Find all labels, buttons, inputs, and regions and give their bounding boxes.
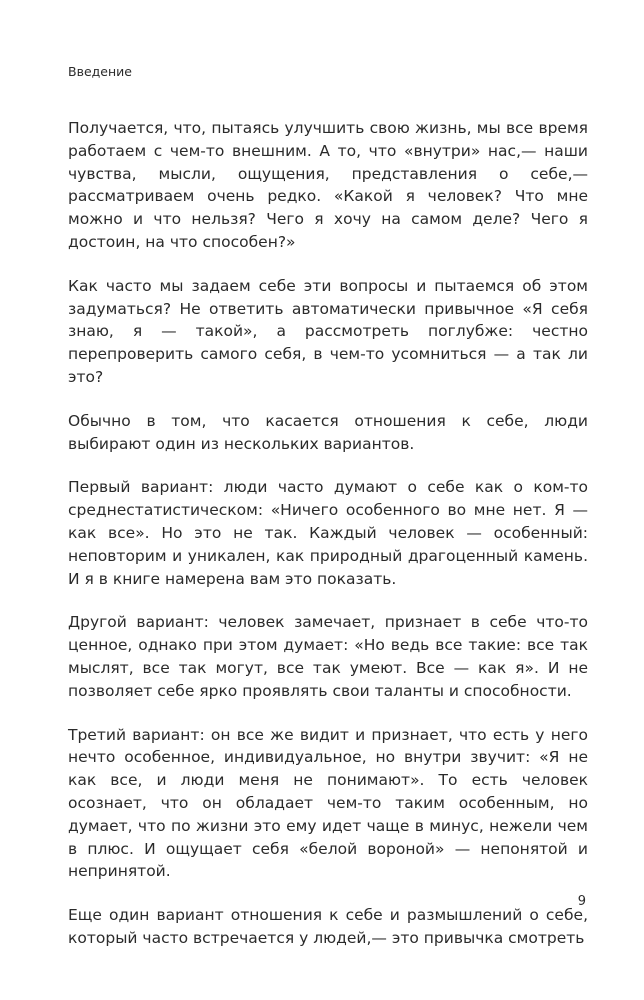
paragraph: Третий вариант: он все же видит и признает, что есть у него нечто особенное, индивидуальное, но внутри звучит: «Я не как все, и люди меня не понимают». То есть человек осознает, что он обладает чем-то таким особенным, но думает, что по жизни это ему идет чаще в минус, нежели чем в плюс. И ощущает себя «белой вороной» — непонятой и непринятой.	[68, 725, 588, 881]
paragraph: Получается, что, пытаясь улучшить свою жизнь, мы все время работаем с чем-то внешним. А то, что «внутри» нас,— наши чувства, мысли, ощущения, представления о себе,— рассматриваем очень редко. «Какой я человек? Что мне можно и что нельзя? Чего я хочу на самом деле? Чего я достоин, на что способен?»	[68, 119, 588, 251]
body-text	[68, 117, 588, 950]
running-head: Введение	[68, 64, 132, 79]
paragraph: Еще один вариант отношения к себе и размышлений о себе, который часто встречается у людей,— это привычка смотреть	[68, 906, 588, 947]
paragraph: Другой вариант: человек замечает, признает в себе что-то ценное, однако при этом думает: «Но ведь все такие: все так мыслят, все так могут, все так умеют. Все — как я». И не позволяет себе ярко проявлять свои таланты и способности.	[68, 613, 588, 700]
paragraph: Как часто мы задаем себе эти вопросы и пытаемся об этом задуматься? Не ответить автоматически привычное «Я себя знаю, я — такой», а рассмотреть поглубже: честно перепроверить самого себя, в чем-то усомниться — а так ли это?	[68, 276, 588, 386]
paragraph: Обычно в том, что касается отношения к себе, люди выбирают один из нескольких вариантов.	[68, 411, 588, 453]
paragraph: Первый вариант: люди часто думают о себе как о ком-то среднестатистическом: «Ничего особенного во мне нет. Я — как все». Но это не так. Каждый человек — особенный: неповторим и уникален, как природный драгоценный камень. И я в книге намерена вам это показать.	[68, 478, 588, 588]
page-number: 9	[577, 894, 586, 909]
